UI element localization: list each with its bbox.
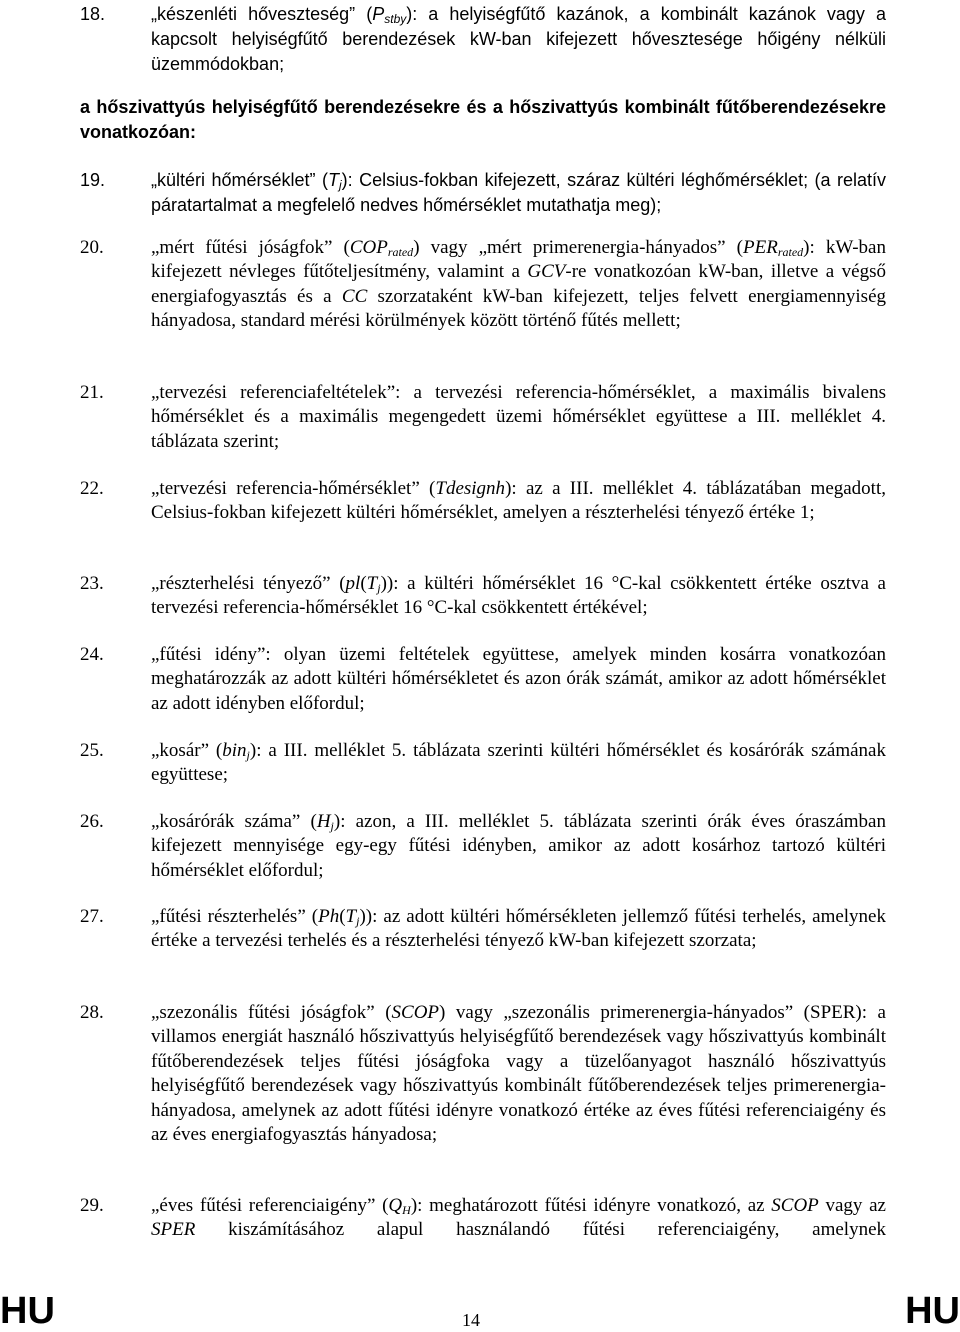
item-text: „mért fűtési jóságfok” $(COP_{rated})$ vagy „mért primerenergia-hányados” $(PER_{rated})$: kW-ban kifejezett névleges fűtőteljesítmény, valamint a GCV-re vonatkozóan kW-ban, illetve a végső energiafogyasztás és a CC szorzataként kW-ban kifejezett, teljes felvett energiamennyiség hányadosa, standard mérési körülmények között történő fűtés mellett; xyxy=(151,237,886,332)
definition-item-24 xyxy=(80,643,886,716)
item-text: „fűtési részterhelés” $(Ph(T_j))$: az adott kültéri hőmérsékleten jellemző fűtési terhelés, amelynek értéke a tervezési terhelés és a részterhelési tényező kW-ban kifejezett szorzata; xyxy=(151,906,886,952)
definition-item-28 xyxy=(80,1001,886,1147)
definition-item-20 xyxy=(80,236,886,334)
item-text: „szezonális fűtési jóságfok” (SCOP) vagy „szezonális primerenergia-hányados” (SPER): a villamos energiát használó hőszivattyús helyiségfűtő berendezések vagy hőszivattyús kombinált fűtőberendezések teljes fűtési jóságfoka vagy a tüzelőanyagot használó hőszivattyús helyiségfűtő berendezések vagy hőszivattyús kombinált fűtőberendezések teljes primerenergia-hányadosa, amelynek az adott fűtési idényre vonatkozó értéke az éves fűtési referenciaigény és az éves energiafogyasztás hányadosa; xyxy=(151,1002,886,1146)
item-text: „fűtési idény”: olyan üzemi feltételek együttese, amelyek minden kosárra vonatkozóan meghatározzák az adott kültéri hőmérsékletet és azon órák számát, amikor az adott hőmérséklet az adott idényben előfordul; xyxy=(151,644,886,714)
footer-language-code-left: HU xyxy=(0,1290,55,1332)
item-text: „tervezési referenciafeltételek”: a tervezési referencia-hőmérséklet, a maximális bivalens hőmérséklet és a maximális megengedett üzemi hőmérséklet együttese a III. melléklet 4. táblázata szerint; xyxy=(151,382,886,452)
item-number: 24. xyxy=(80,644,104,665)
item-number: 20. xyxy=(80,237,104,258)
definition-item-18 xyxy=(80,2,886,77)
definition-item-21 xyxy=(80,381,886,454)
definition-item-22 xyxy=(80,477,886,526)
item-text: „tervezési referencia-hőmérséklet” (Tdesignh): az a III. melléklet 4. táblázatában megadott, Celsius-fokban kifejezett kültéri hőmérséklet, amelyen a részterhelési tényező értéke 1; xyxy=(151,478,886,524)
page-number: 14 xyxy=(462,1310,480,1330)
definition-item-27 xyxy=(80,905,886,954)
item-number: 23. xyxy=(80,573,104,594)
definition-item-23 xyxy=(80,572,886,621)
footer-language-code-right: HU xyxy=(905,1290,960,1332)
section-heading: a hőszivattyús helyiségfűtő berendezésekre és a hőszivattyús kombinált fűtőberendezésekre vonatkozóan: xyxy=(80,97,886,142)
definition-item-19 xyxy=(80,168,886,218)
item-text: „éves fűtési referenciaigény” $(Q_H)$: meghatározott fűtési idényre vonatkozó, az SCOP vagy az SPER kiszámításához alapul használandó fűtési referenciaigény, amelynek xyxy=(151,1195,886,1241)
definition-item-25 xyxy=(80,739,886,788)
item-text: „kosár” (bin$_j$): a III. melléklet 5. táblázata szerinti kültéri hőmérséklet és kosárórák számának együttese; xyxy=(151,740,886,786)
item-number: 29. xyxy=(80,1195,104,1216)
item-number: 18. xyxy=(80,4,106,24)
item-number: 28. xyxy=(80,1002,104,1023)
item-text: „kültéri hőmérséklet” $(T_j)$: Celsius-fokban kifejezett, száraz kültéri léghőmérséklet; (a relatív páratartalmat a megfelelő nedves hőmérséklet mutathatja meg); xyxy=(151,170,886,215)
item-text: „készenléti hőveszteség” $(P_{stby})$: a helyiségfűtő kazánok, a kombinált kazánok vagy a kapcsolt helyiségfűtő berendezések kW-ban kifejezett hővesztesége hőigény nélküli üzemmódokban; xyxy=(151,4,886,74)
item-number: 22. xyxy=(80,478,104,499)
item-number: 21. xyxy=(80,382,104,403)
item-number: 27. xyxy=(80,906,104,927)
definition-item-26 xyxy=(80,810,886,883)
item-number: 26. xyxy=(80,811,104,832)
item-text: „kosárórák száma” $(H_j)$: azon, a III. melléklet 5. táblázata szerinti órák éves óraszámban kifejezett mennyisége egy-egy fűtési idényben, amikor az adott kosárhoz tartozó kültéri hőmérséklet előfordul; xyxy=(151,811,886,881)
definition-item-29 xyxy=(80,1194,886,1243)
item-number: 25. xyxy=(80,740,104,761)
item-text: „részterhelési tényező” $(pl(T_j))$: a kültéri hőmérséklet 16 °C-kal csökkentett értéke osztva a tervezési referencia-hőmérséklet 16 °C-kal csökkentett értékével; xyxy=(151,573,886,619)
item-number: 19. xyxy=(80,170,106,190)
